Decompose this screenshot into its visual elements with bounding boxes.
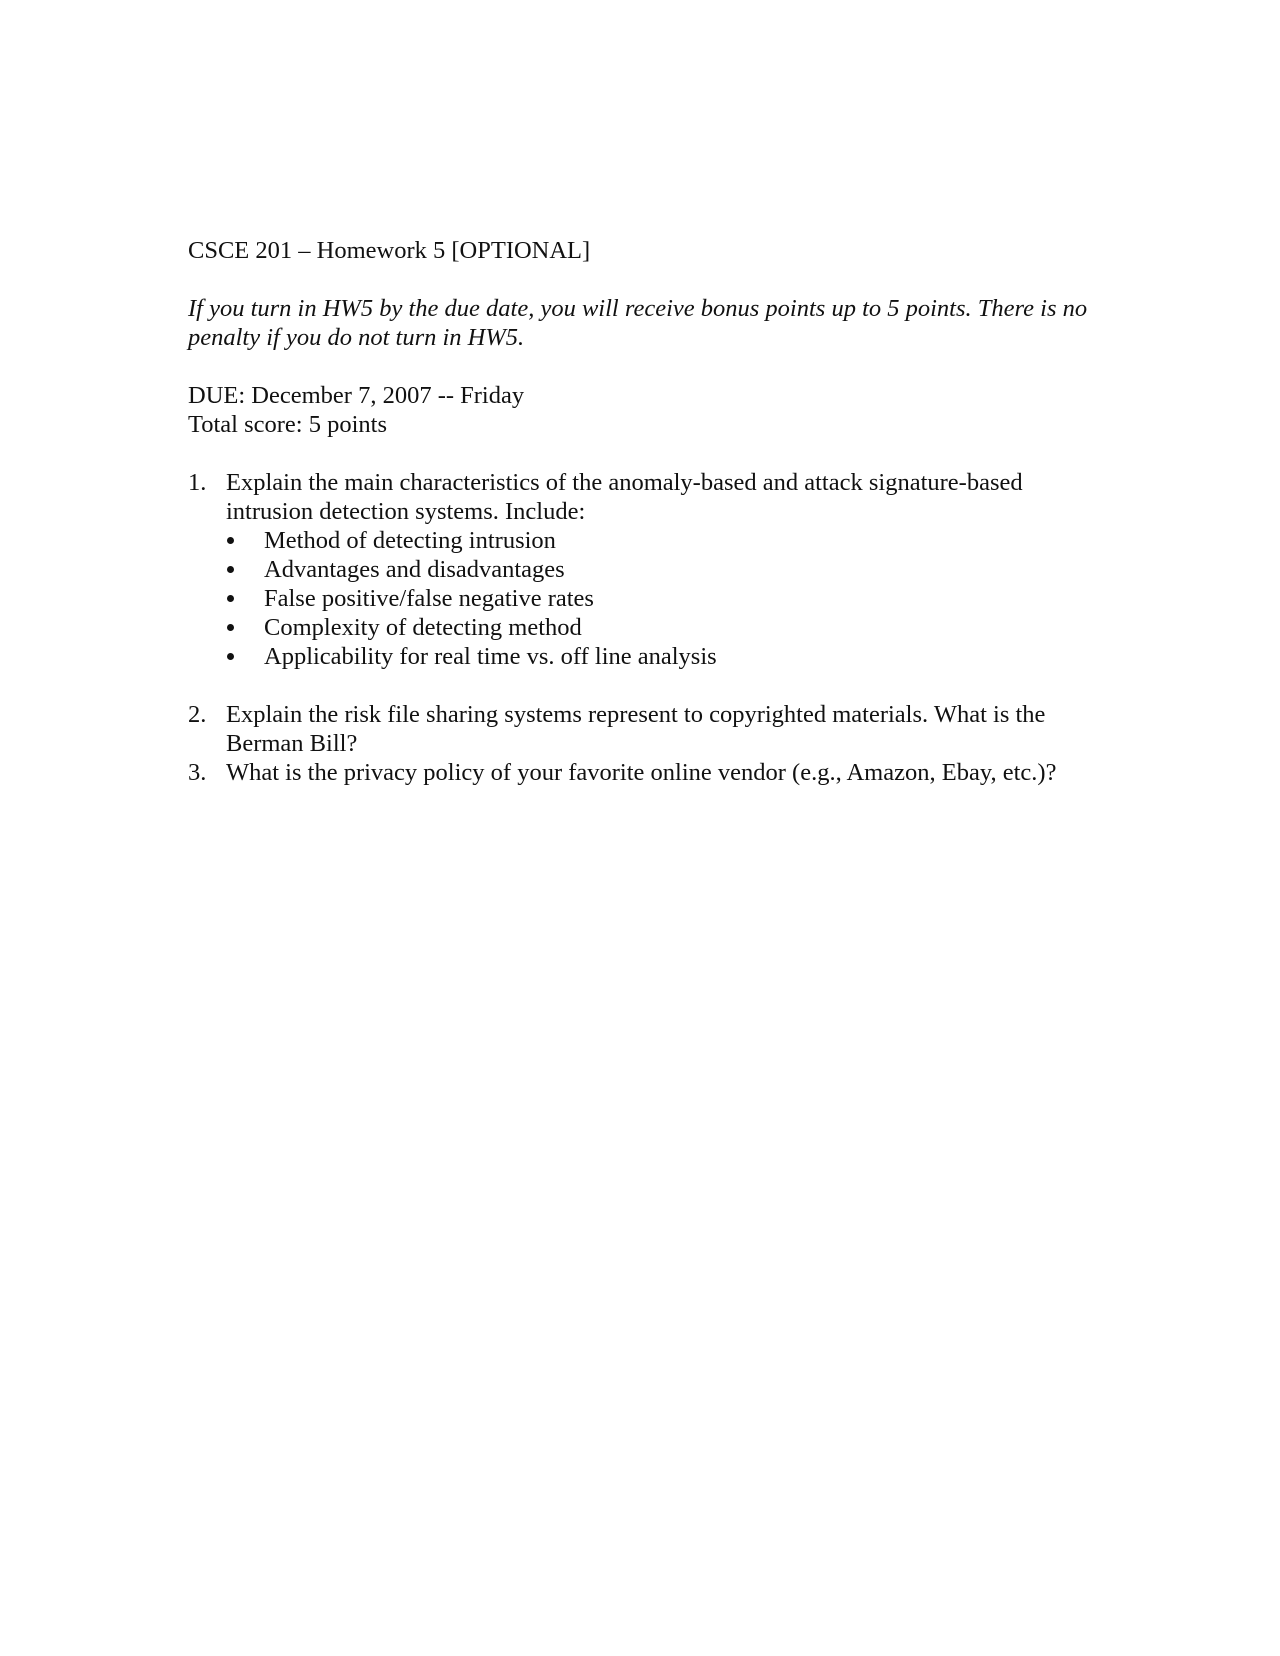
- question-number: 1.: [188, 469, 207, 496]
- total-score: Total score: 5 points: [188, 411, 388, 438]
- bullet-icon: [227, 653, 234, 660]
- question-1: [188, 468, 1108, 671]
- question-3: [188, 758, 1108, 787]
- document-title: CSCE 201 – Homework 5 [OPTIONAL]: [188, 237, 591, 264]
- question-text: What is the privacy policy of your favorite online vendor (e.g., Amazon, Ebay, etc.)?: [226, 759, 1057, 786]
- question-text: Explain the risk file sharing systems represent to copyrighted materials. What is the Berman Bill?: [226, 701, 1046, 757]
- bullet-text: False positive/false negative rates: [264, 585, 594, 612]
- bullet-text: Complexity of detecting method: [264, 614, 582, 641]
- bullet-text: Applicability for real time vs. off line analysis: [264, 643, 717, 670]
- bullet-text: Advantages and disadvantages: [264, 556, 565, 583]
- list-item: [226, 613, 1108, 642]
- question-number: 2.: [188, 701, 207, 728]
- question-text: Explain the main characteristics of the anomaly-based and attack signature-based intrusion detection systems. Include:: [226, 469, 1023, 525]
- question-number: 3.: [188, 759, 207, 786]
- bullet-text: Method of detecting intrusion: [264, 527, 556, 554]
- intro-paragraph: If you turn in HW5 by the due date, you will receive bonus points up to 5 points. There is no penalty if you do not turn in HW5.: [188, 295, 1088, 351]
- list-item: [226, 555, 1108, 584]
- bullet-icon: [227, 537, 234, 544]
- bullet-icon: [227, 595, 234, 602]
- question-2: [188, 700, 1108, 758]
- list-item: [226, 642, 1108, 671]
- due-block: [188, 381, 1108, 439]
- bullet-icon: [227, 566, 234, 573]
- due-date: DUE: December 7, 2007 -- Friday: [188, 382, 525, 409]
- bullet-list: [226, 526, 1108, 671]
- list-item: [226, 584, 1108, 613]
- question-list: [188, 468, 1108, 787]
- document-page: [188, 236, 1108, 787]
- bullet-icon: [227, 624, 234, 631]
- list-item: [226, 526, 1108, 555]
